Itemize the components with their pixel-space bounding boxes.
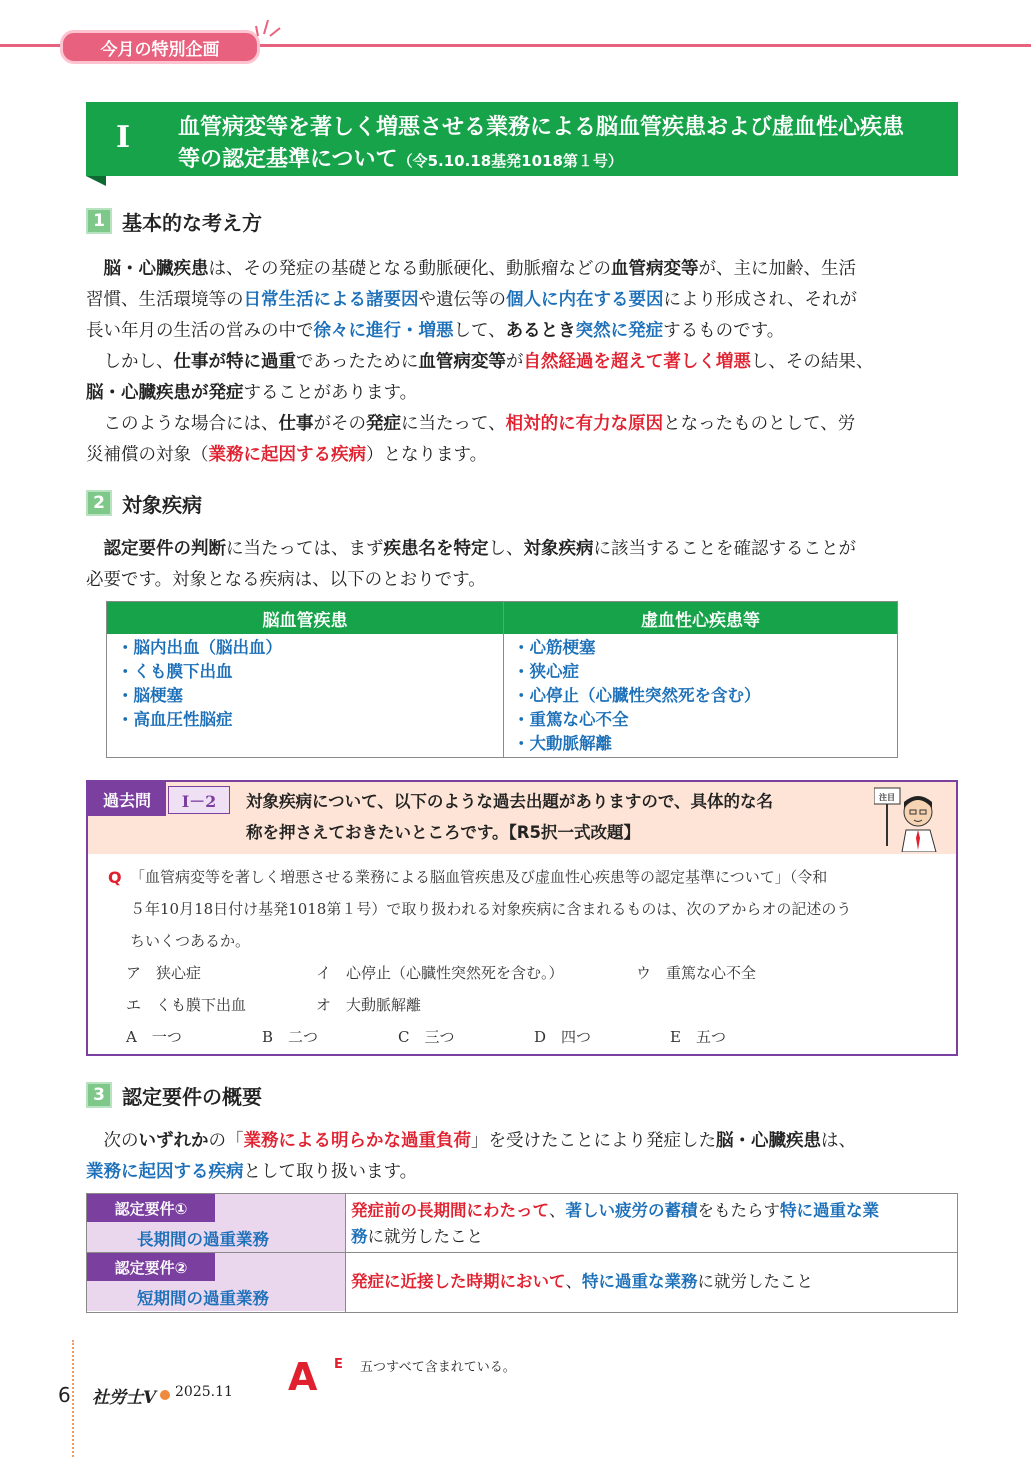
- section-1-paragraph-2: しかし、仕事が特に過重であったために血管病変等が自然経過を超えて著しく増悪し、その結果、 脳・心臓疾患が発症することがあります。: [86, 352, 874, 403]
- requirement-1-name: 長期間の過重業務: [137, 1230, 269, 1249]
- answer-mark: A: [288, 1355, 318, 1399]
- section-2-header: [86, 488, 202, 518]
- header-tag: 今月の特別企画: [60, 30, 260, 64]
- chapter-banner: [86, 102, 958, 176]
- past-question-header: [88, 782, 956, 854]
- choice-d: D 四つ: [534, 1028, 592, 1046]
- section-1-paragraph-1: 脳・心臓疾患は、その発症の基礎となる動脈硬化、動脈瘤などの血管病変等が、主に加齢、生活 習慣、生活環境等の日常生活による諸要因や遺伝等の個人に内在する要因により形成され、それが 長い年月の生活の営みの中で徐々に進行・増悪して、あるとき突然に発症するものです。: [86, 259, 858, 341]
- list-item: ・高血圧性脳症: [117, 710, 233, 729]
- list-item: ・心筋梗塞: [513, 638, 596, 657]
- table-divider: [503, 602, 504, 757]
- past-question-intro: 対象疾病について、以下のような過去出題がありますので、具体的な名 称を押さえておきたいところです。【R5択一式改題】: [246, 792, 774, 842]
- footer-dotted-line: [72, 1340, 74, 1457]
- question-mark-q: Q: [108, 868, 122, 887]
- choice-e: E 五つ: [670, 1028, 726, 1046]
- requirement-1-text: 発症前の長期間にわたって、著しい疲労の蓄積をもたらす特に過重な業 務に就労したこと: [351, 1201, 879, 1246]
- list-item: ・重篤な心不全: [513, 710, 629, 729]
- choice-b: B 二つ: [262, 1028, 319, 1046]
- option-o: オ 大動脈解離: [316, 996, 422, 1014]
- section-number: 2: [86, 490, 112, 516]
- requirement-2-label: 認定要件②: [87, 1253, 215, 1281]
- teacher-illustration: [874, 786, 944, 852]
- requirement-2-name: 短期間の過重業務: [137, 1289, 269, 1308]
- option-a: ア 狭心症: [126, 964, 202, 982]
- chapter-numeral: Ⅰ: [116, 120, 131, 155]
- choice-a: A 一つ: [126, 1028, 182, 1046]
- table-header-ischemic-heart: 虚血性心疾患等: [504, 602, 897, 634]
- chapter-title-line1: 血管病変等を著しく増悪させる業務による脳血管疾患および虚血性心疾患: [178, 115, 905, 140]
- section-number: 3: [86, 1082, 112, 1108]
- requirement-1-cell: [87, 1194, 345, 1252]
- past-question-box: [86, 780, 958, 1056]
- section-1-header: [86, 206, 262, 236]
- banner-fold: [86, 176, 106, 186]
- list-item: ・脳内出血（脳出血）: [117, 638, 282, 657]
- list-item: ・心停止（心臓性突然死を含む）: [513, 686, 761, 705]
- footer-dot: [160, 1390, 170, 1400]
- target-disease-table: [106, 601, 898, 758]
- section-title: 認定要件の概要: [122, 1084, 262, 1109]
- answer-letter: E: [334, 1357, 343, 1372]
- question-line-3: ちいくつあるか。: [130, 932, 251, 950]
- sparkle-icon: [254, 16, 284, 40]
- section-2-paragraph: 認定要件の判断に当たっては、まず疾患名を特定し、対象疾病に該当することを確認することが 必要です。対象となる疾病は、以下のとおりです。: [86, 539, 856, 590]
- section-title: 基本的な考え方: [122, 210, 262, 235]
- table-header-cerebrovascular: 脳血管疾患: [107, 602, 503, 634]
- section-title: 対象疾病: [122, 492, 202, 517]
- requirement-1-label: 認定要件①: [87, 1194, 215, 1222]
- past-question-label: 過去問: [88, 782, 166, 816]
- requirements-table: [86, 1193, 958, 1313]
- past-question-ref: Ⅰ－2: [168, 786, 230, 814]
- issue-date: 2025.11: [175, 1384, 233, 1400]
- option-e: エ くも膜下出血: [126, 996, 247, 1014]
- table-divider: [345, 1194, 346, 1312]
- list-item: ・脳梗塞: [117, 686, 183, 705]
- requirement-2-cell: [87, 1253, 345, 1311]
- section-number: 1: [86, 208, 112, 234]
- section-3-paragraph: 次のいずれかの「業務による明らかな過重負荷」を受けたことにより発症した脳・心臓疾患は、 業務に起因する疾病として取り扱います。: [86, 1131, 856, 1182]
- choice-c: C 三つ: [398, 1028, 455, 1046]
- list-item: ・大動脈解離: [513, 734, 612, 753]
- ischemic-heart-list: [513, 636, 761, 756]
- list-item: ・狭心症: [513, 662, 579, 681]
- answer-text: 五つすべて含まれている。: [360, 1360, 516, 1375]
- option-i: イ 心停止（心臓性突然死を含む。）: [316, 964, 564, 982]
- page-number: 6: [58, 1383, 71, 1407]
- requirement-2-text: 発症に近接した時期において、特に過重な業務に就労したこと: [351, 1272, 813, 1291]
- list-item: ・くも膜下出血: [117, 662, 233, 681]
- chapter-title-line2: 等の認定基準について（令5.10.18基発1018第１号）: [178, 147, 623, 172]
- question-line-2: ５年10月18日付け基発1018第１号）で取り扱われる対象疾病に含まれるものは、次のアからオの記述のう: [130, 900, 852, 918]
- chapter-title-notice: （令5.10.18基発1018第１号）: [397, 152, 623, 170]
- cerebrovascular-list: [117, 636, 282, 732]
- section-1-paragraph-3: このような場合には、仕事がその発症に当たって、相対的に有力な原因となったものとして、労 災補償の対象（業務に起因する疾病）となります。: [86, 414, 856, 465]
- section-3-header: [86, 1080, 262, 1110]
- attention-sign: 注目: [879, 793, 895, 802]
- question-line-1: 「血管病変等を著しく増悪させる業務による脳血管疾患及び虚血性心疾患等の認定基準について」（令和: [130, 868, 828, 886]
- option-u: ウ 重篤な心不全: [636, 964, 757, 982]
- magazine-logo: 社労士V: [92, 1388, 157, 1408]
